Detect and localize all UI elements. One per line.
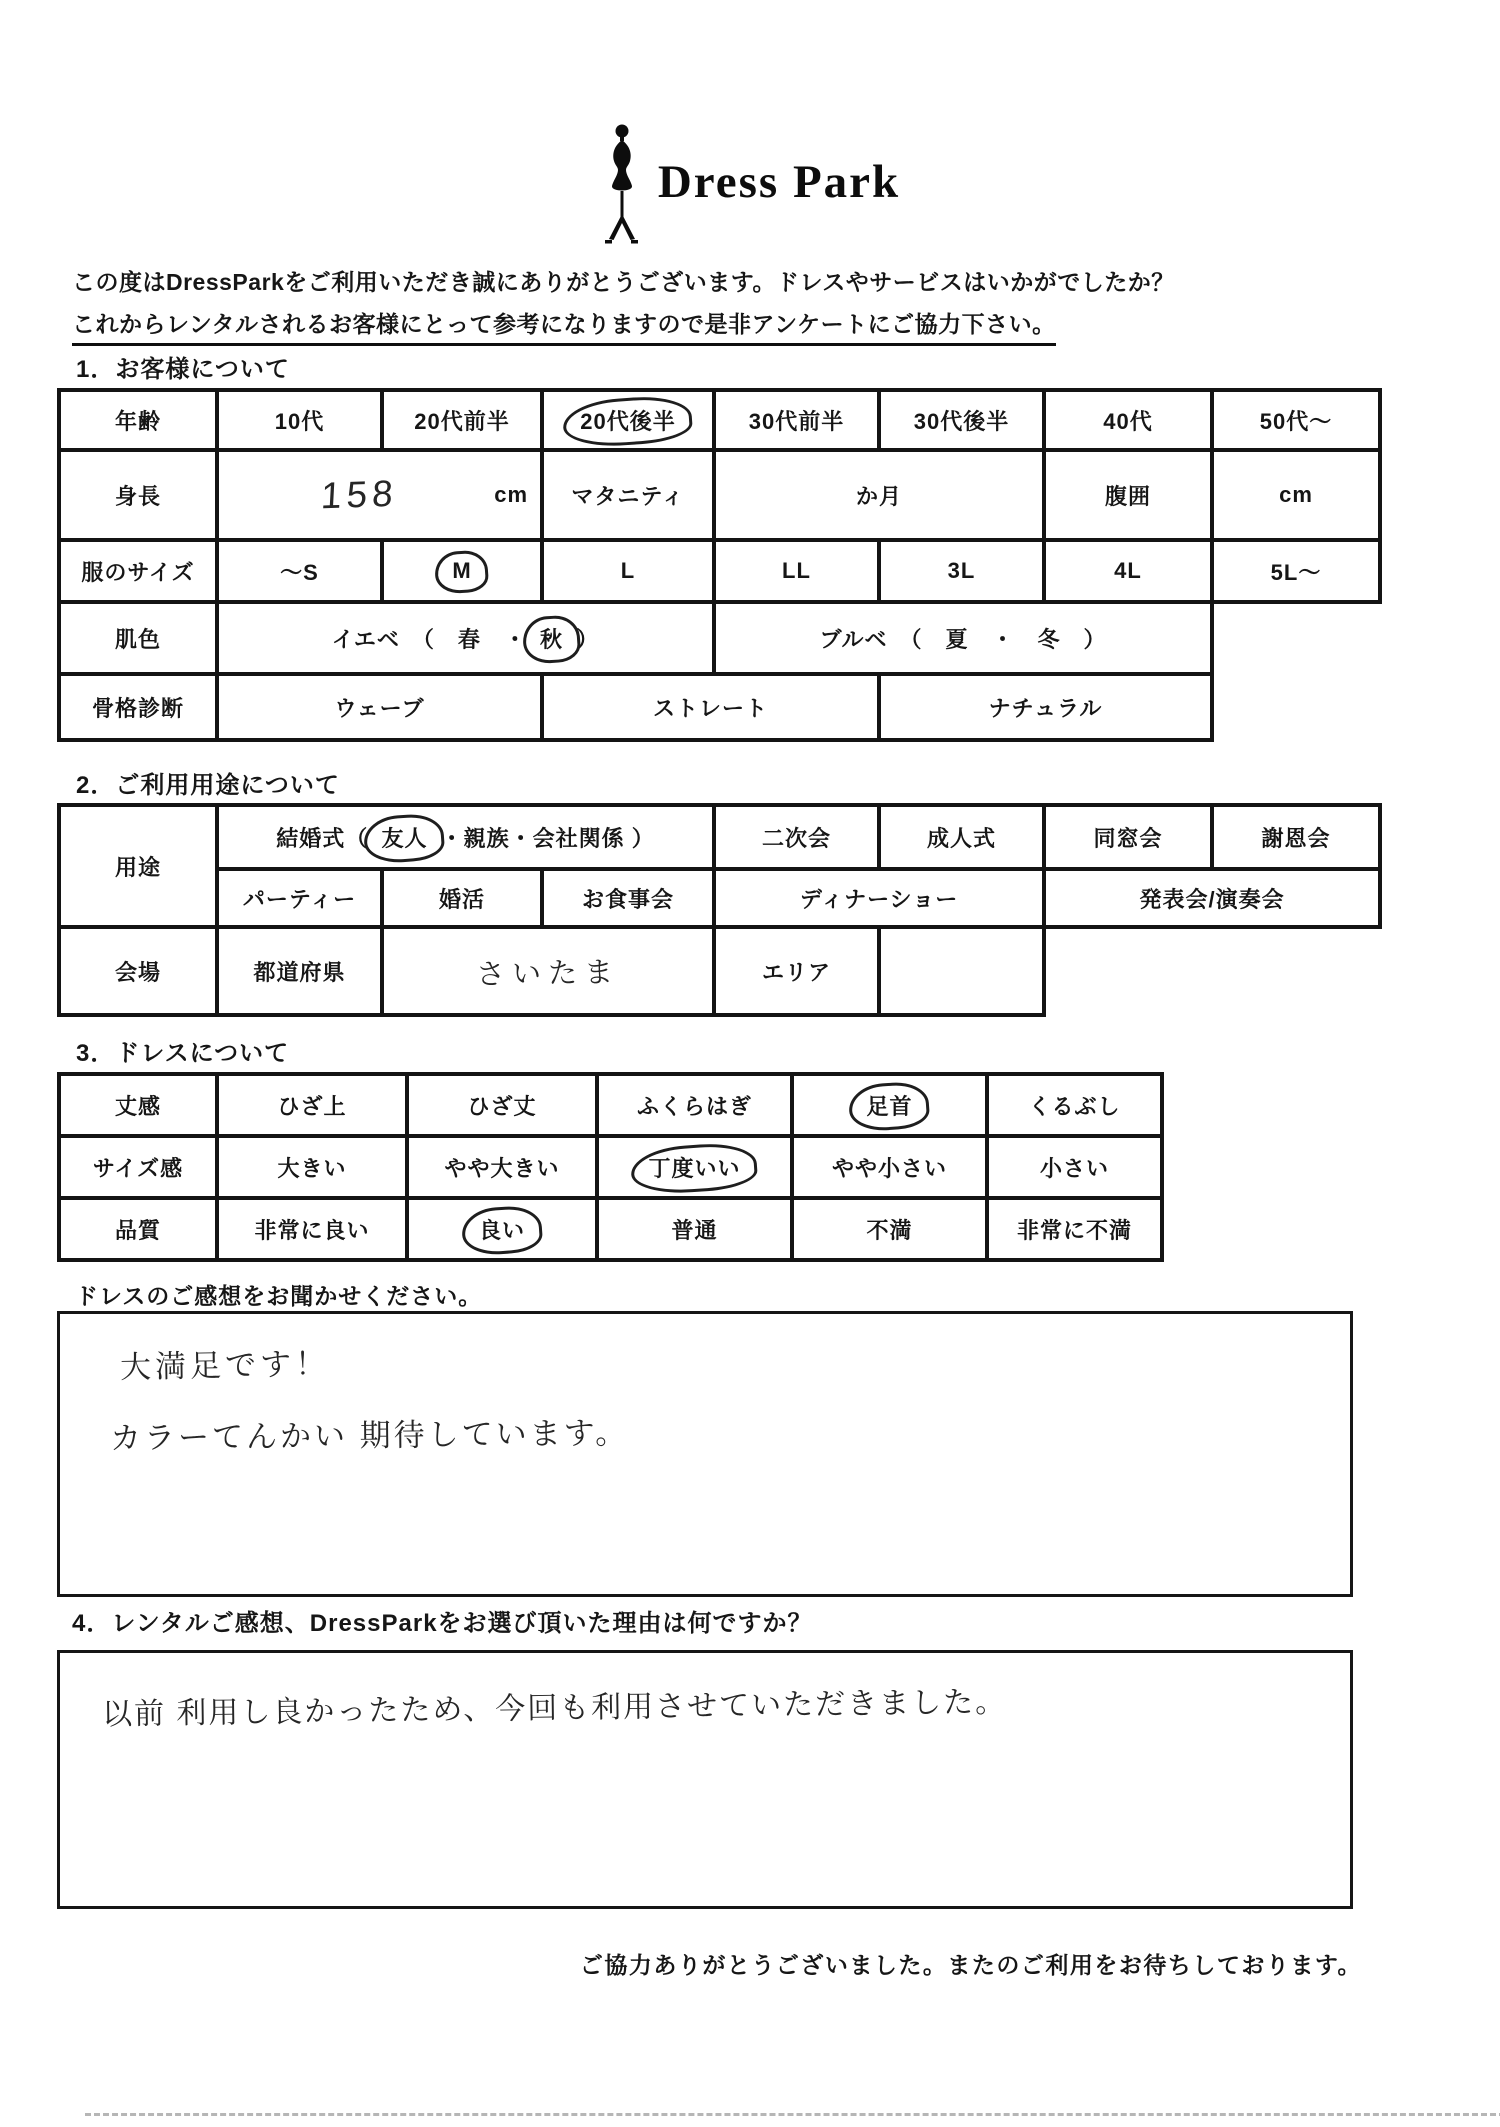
age-option-50s[interactable]: 50代～ xyxy=(1212,390,1380,450)
area-value-cell[interactable] xyxy=(879,927,1044,1015)
wedding-suffix: ・親族・会社関係 ） xyxy=(440,825,655,851)
section2-heading: 2．ご利用用途について xyxy=(76,772,340,799)
skin-tone-label: 肌色 xyxy=(59,602,217,674)
length-option-knee[interactable]: ひざ丈 xyxy=(407,1074,597,1136)
quality-option-unsatisfied[interactable]: 不満 xyxy=(792,1198,987,1260)
fit-option-just-right[interactable] xyxy=(597,1136,792,1198)
purpose-option-recital[interactable]: 発表会/演奏会 xyxy=(1044,869,1380,927)
prefecture-handwritten-value: さいたま xyxy=(475,956,621,991)
age-option-10s[interactable]: 10代 xyxy=(217,390,382,450)
waist-unit-cell[interactable]: cm xyxy=(1212,450,1380,540)
purpose-option-dinner[interactable]: お食事会 xyxy=(542,869,714,927)
quality-option-good[interactable] xyxy=(407,1198,597,1260)
brand-logo xyxy=(0,112,1500,252)
venue-label: 会場 xyxy=(59,927,217,1015)
skeleton-row xyxy=(59,674,1380,740)
size-option-s[interactable]: ～S xyxy=(217,540,382,602)
length-option-ankle[interactable] xyxy=(792,1074,987,1136)
length-option-anklebone[interactable]: くるぶし xyxy=(987,1074,1162,1136)
size-option-l[interactable]: L xyxy=(542,540,714,602)
brand-name: Dress Park xyxy=(657,156,901,208)
skin-tone-row xyxy=(59,602,1380,674)
purpose-row-2 xyxy=(59,869,1380,927)
quality-option-very-unsatisfied[interactable]: 非常に不満 xyxy=(987,1198,1162,1260)
fit-option-slightly-small[interactable]: やや小さい xyxy=(792,1136,987,1198)
prefecture-label: 都道府県 xyxy=(217,927,382,1015)
intro-line-1: この度はDressParkをご利用いただき誠にありがとうございます。ドレスやサービスはいかがでしたか？ xyxy=(72,269,1175,295)
rental-reason-box[interactable] xyxy=(57,1650,1353,1909)
length-option-calf[interactable]: ふくらはぎ xyxy=(597,1074,792,1136)
purpose-option-party[interactable]: パーティー xyxy=(217,869,382,927)
wedding-prefix: 結婚式（ xyxy=(276,825,369,851)
length-option-above-knee[interactable]: ひざ上 xyxy=(217,1074,407,1136)
skin-yellow-prefix: イエベ （ 春 ・ xyxy=(331,626,527,652)
skin-yellow-base-cell[interactable] xyxy=(217,602,714,674)
fit-option-slightly-big[interactable]: やや大きい xyxy=(407,1136,597,1198)
height-handwritten-value: 158 xyxy=(320,472,399,517)
skeleton-option-wave[interactable]: ウェーブ xyxy=(217,674,542,740)
quality-option-average[interactable]: 普通 xyxy=(597,1198,792,1260)
waist-label: 腹囲 xyxy=(1044,450,1212,540)
dress-feedback-prompt: ドレスのご感想をお聞かせください。 xyxy=(75,1283,483,1309)
footer-thanks-text: ご協力ありがとうございました。またのご利用をお待ちしております。 xyxy=(579,1952,1362,1978)
age-option-40s[interactable]: 40代 xyxy=(1044,390,1212,450)
usage-purpose-table xyxy=(57,803,1382,1017)
fit-option-big[interactable]: 大きい xyxy=(217,1136,407,1198)
area-label: エリア xyxy=(714,927,879,1015)
length-row xyxy=(59,1074,1162,1136)
size-option-3l[interactable]: 3L xyxy=(879,540,1044,602)
quality-label: 品質 xyxy=(59,1198,217,1260)
handwritten-circle-fit: 丁度いい xyxy=(642,1150,746,1185)
section3-heading: 3．ドレスについて xyxy=(76,1040,290,1067)
age-option-early-30s[interactable]: 30代前半 xyxy=(714,390,879,450)
dress-feedback-box[interactable] xyxy=(57,1311,1353,1597)
handwritten-circle-size: M xyxy=(446,556,477,586)
skeleton-option-natural[interactable]: ナチュラル xyxy=(879,674,1212,740)
intro-text xyxy=(72,264,1452,346)
length-label: 丈感 xyxy=(59,1074,217,1136)
scan-page-edge xyxy=(85,2113,1500,2116)
purpose-option-coming-of-age[interactable]: 成人式 xyxy=(879,805,1044,869)
purpose-option-dinner-show[interactable]: ディナーショー xyxy=(714,869,1044,927)
size-option-ll[interactable]: LL xyxy=(714,540,879,602)
age-option-late-20s[interactable] xyxy=(542,390,714,450)
empty-region xyxy=(1044,927,1380,1015)
handwritten-circle-quality: 良い xyxy=(473,1212,531,1247)
skeleton-option-straight[interactable]: ストレート xyxy=(542,674,879,740)
age-option-late-30s[interactable]: 30代後半 xyxy=(879,390,1044,450)
dress-form-icon xyxy=(600,122,644,248)
handwritten-circle-ankle: 足首 xyxy=(860,1088,918,1123)
purpose-option-wedding[interactable] xyxy=(217,805,714,869)
height-unit-label: cm xyxy=(494,482,528,507)
fit-label: サイズ感 xyxy=(59,1136,217,1198)
age-option-early-20s[interactable]: 20代前半 xyxy=(382,390,542,450)
skeleton-label: 骨格診断 xyxy=(59,674,217,740)
venue-row xyxy=(59,927,1380,1015)
purpose-option-reunion[interactable]: 同窓会 xyxy=(1044,805,1212,869)
dress-rating-table xyxy=(57,1072,1164,1262)
handwritten-circle-autumn: 秋 xyxy=(534,621,569,656)
fit-row xyxy=(59,1136,1162,1198)
height-row xyxy=(59,450,1380,540)
age-row xyxy=(59,390,1380,450)
size-option-4l[interactable]: 4L xyxy=(1044,540,1212,602)
age-label: 年齢 xyxy=(59,390,217,450)
dress-feedback-line-1: 大満足です！ xyxy=(119,1346,331,1385)
purpose-row-1 xyxy=(59,805,1380,869)
dress-feedback-line-2: カラーてんかい 期待しています。 xyxy=(109,1415,630,1456)
section4-heading: 4．レンタルご感想、DressParkをお選び頂いた理由は何ですか？ xyxy=(72,1610,813,1637)
quality-option-very-good[interactable]: 非常に良い xyxy=(217,1198,407,1260)
rental-reason-line: 以前 利用し良かったため、今回も利用させていただきました。 xyxy=(101,1685,1008,1732)
purpose-option-thanks-party[interactable]: 謝恩会 xyxy=(1212,805,1380,869)
purpose-option-matchmaking[interactable]: 婚活 xyxy=(382,869,542,927)
clothing-size-label: 服のサイズ xyxy=(59,540,217,602)
size-option-5l[interactable]: 5L～ xyxy=(1212,540,1380,602)
skin-yellow-suffix: ） xyxy=(576,626,600,652)
prefecture-value-cell[interactable] xyxy=(382,927,714,1015)
handwritten-circle-age: 20代後半 xyxy=(574,403,681,438)
purpose-option-afterparty[interactable]: 二次会 xyxy=(714,805,879,869)
empty-region xyxy=(1212,602,1380,674)
skin-blue-base-cell[interactable]: ブルベ （ 夏 ・ 冬 ） xyxy=(714,602,1212,674)
maternity-label: マタニティ xyxy=(542,450,714,540)
clothing-size-row xyxy=(59,540,1380,602)
intro-line-2: これからレンタルされるお客様にとって参考になりますので是非アンケートにご協力下さい。 xyxy=(72,306,1056,346)
purpose-label: 用途 xyxy=(59,805,217,927)
empty-region xyxy=(1212,674,1380,740)
size-option-m[interactable] xyxy=(382,540,542,602)
quality-row xyxy=(59,1198,1162,1260)
height-value-cell[interactable] xyxy=(217,450,542,540)
section1-heading: 1．お客様について xyxy=(76,356,290,383)
customer-info-table xyxy=(57,388,1382,742)
fit-option-small[interactable]: 小さい xyxy=(987,1136,1162,1198)
height-label: 身長 xyxy=(59,450,217,540)
maternity-months-cell[interactable]: か月 xyxy=(714,450,1044,540)
handwritten-circle-friend: 友人 xyxy=(375,820,433,855)
